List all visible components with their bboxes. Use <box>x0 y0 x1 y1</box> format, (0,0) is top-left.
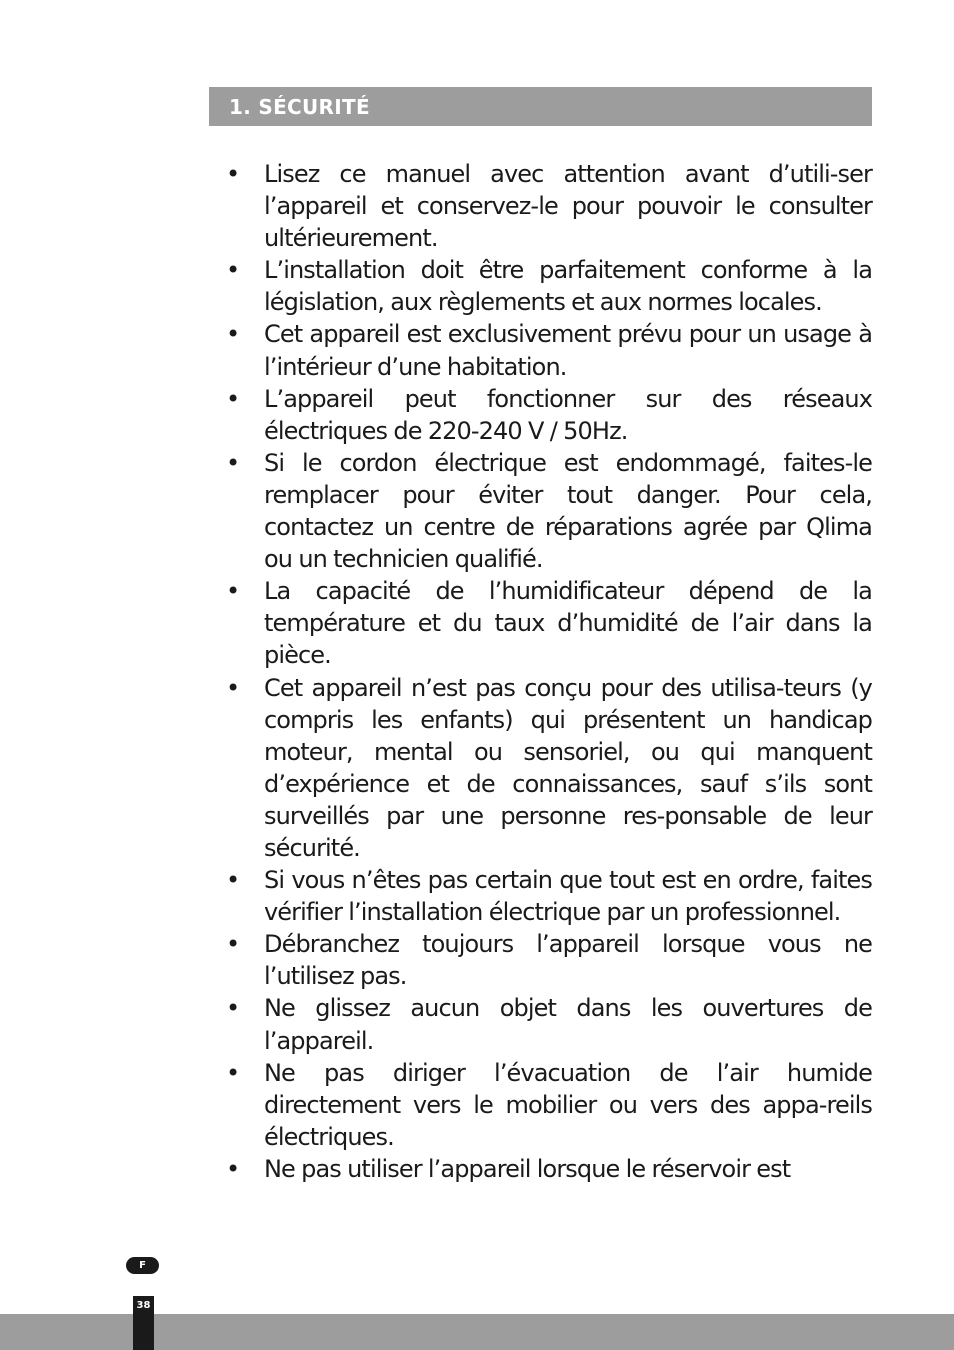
list-item <box>226 672 872 865</box>
bullet-icon: • <box>226 384 240 413</box>
list-item <box>226 1153 872 1185</box>
list-item <box>226 158 872 254</box>
bullet-icon: • <box>226 577 240 606</box>
section-header <box>209 87 872 126</box>
list-item-text: Cet appareil n’est pas conçu pour des utilisa-teurs (y compris les enfants) qui présentent un handicap moteur, mental ou sensoriel, ou qui manquent d’expérience et de connaissances, sauf s’ils sont surveillés par une personne res-ponsable de leur sécurité. <box>264 673 872 862</box>
list-item-text: Débranchez toujours l’appareil lorsque vous ne l’utilisez pas. <box>264 930 872 991</box>
bullet-icon: • <box>226 1154 240 1183</box>
bullet-icon: • <box>226 930 240 959</box>
page-number: 38 <box>133 1296 154 1350</box>
list-item-text: Ne pas utiliser l’appareil lorsque le réservoir est <box>264 1154 791 1183</box>
list-item-text: Ne glissez aucun objet dans les ouvertures de l’appareil. <box>264 994 872 1055</box>
bullet-icon: • <box>226 1058 240 1087</box>
list-item-text: Lisez ce manuel avec attention avant d’utili-ser l’appareil et conservez-le pour pouvoir le consulter ultérieurement. <box>264 160 872 253</box>
list-item <box>226 318 872 382</box>
list-item-text: Cet appareil est exclusivement prévu pour un usage à l’intérieur d’une habitation. <box>264 320 872 381</box>
list-item <box>226 992 872 1056</box>
list-item <box>226 864 872 928</box>
bullet-icon: • <box>226 160 240 188</box>
list-item-text: Si le cordon électrique est endommagé, faites-le remplacer pour éviter tout danger. Pour cela, contactez un centre de réparations agrée par Qlima ou un technicien qualifié. <box>264 448 872 574</box>
list-item-text: L’installation doit être parfaitement conforme à la législation, aux règlements et aux normes locales. <box>264 256 872 317</box>
list-item <box>226 254 872 318</box>
list-item-text: Ne pas diriger l’évacuation de l’air humide directement vers le mobilier ou vers des appa-reils électriques. <box>264 1058 872 1151</box>
list-item-text: La capacité de l’humidificateur dépend de la température et du taux d’humidité de l’air dans la pièce. <box>264 577 872 670</box>
bullet-icon: • <box>226 866 240 895</box>
bullet-icon: • <box>226 448 240 477</box>
list-item <box>226 383 872 447</box>
bullet-icon: • <box>226 320 240 349</box>
list-item-text: L’appareil peut fonctionner sur des réseaux électriques de 220-240 V / 50Hz. <box>264 384 872 445</box>
safety-instructions-list <box>226 158 872 1185</box>
list-item <box>226 1057 872 1153</box>
list-item <box>226 447 872 575</box>
list-item <box>226 575 872 671</box>
section-title: 1. SÉCURITÉ <box>229 95 370 119</box>
bullet-icon: • <box>226 256 240 285</box>
list-item-text: Si vous n’êtes pas certain que tout est en ordre, faites vérifier l’installation électrique par un professionnel. <box>264 866 872 927</box>
list-item <box>226 928 872 992</box>
language-badge: F <box>126 1257 159 1274</box>
bullet-icon: • <box>226 994 240 1023</box>
bullet-icon: • <box>226 673 240 702</box>
